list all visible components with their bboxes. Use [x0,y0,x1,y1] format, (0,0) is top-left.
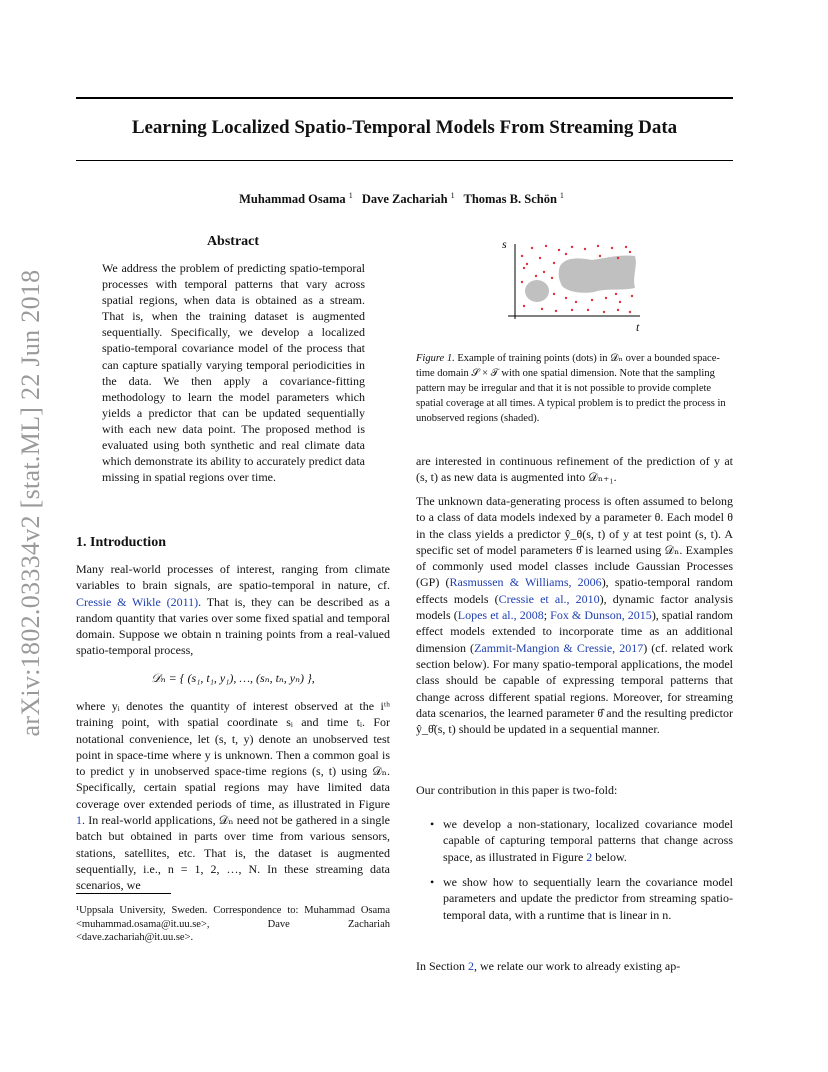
text-run: . That is, they can be described as a random quantity that varies over some fixed spatial and temporal domain. Suppose we obtain n training points from a real-valued spatio-temporal process, [76,594,390,658]
figure-link[interactable]: 1 [76,813,82,828]
text-run: The unknown data-generating process is often assumed to belong to a class of data models indexed by a parameter θ. Each model θ in the class yields a predictor ŷ_θ(s, t) of y at test point (s, t). A specific set of model parameters θ̂ is learned using 𝒟ₙ. Examples of commonly used model classes include Gaussian Processes (GP) ( [416,494,733,590]
unobserved-region [559,255,636,292]
training-point [565,253,567,255]
footnote: ¹Uppsala University, Sweden. Correspondence to: Muhammad Osama <muhammad.osama@it.uu.se>, Dave Zachariah <dave.zachariah@it.uu.se>. [76,905,390,943]
header-rule-bottom [76,160,733,161]
author-list [76,191,733,207]
training-point [523,267,525,269]
training-point [521,255,523,257]
text-run: ) (cf. related work section below). For many spatio-temporal applications, the model class should be capable of expressing temporal patterns that change across different spatial regions. Moreover, for streaming data scenarios, the learned parameter θ̂ and the resulting predictor ŷ_θ̂(s, t) should be updated in a sequential manner. [416,640,734,737]
training-point [543,271,545,273]
body-paragraph: are interested in continuous refinement of the prediction of y at (s, t) as new data is augmented into 𝒟ₙ₊₁. [416,454,733,485]
training-point [535,275,537,277]
unobserved-region [525,280,549,302]
training-point [625,246,627,248]
header-rule-top [76,97,733,99]
training-point [565,297,567,299]
author-name: Dave Zachariah [361,192,448,207]
training-point [591,299,593,301]
text-run: . In real-world applications, 𝒟ₙ need not be gathered in a single batch but obtained in parts over time from various sensors, stations, satellites, etc. That is, the dataset is augmented sequentially, i.e., n = 1, 2, …, N. In these streaming data scenarios, we [76,813,390,893]
training-point [526,263,528,265]
citation-link[interactable]: Lopes et al., 2008 [457,608,544,623]
training-point [571,246,573,248]
training-point [587,309,589,311]
paper-title: Learning Localized Spatio-Temporal Models From Streaming Data [131,117,678,138]
caption-label: Figure 1. [416,353,455,364]
training-point [541,308,543,310]
training-point [584,248,586,250]
training-point [629,311,631,313]
citation-link[interactable]: Zammit-Mangion & Cressie, 2017 [474,640,644,655]
contribution-bullet [430,874,733,923]
section-link[interactable]: 2 [468,959,474,973]
text-run: Many real-world processes of interest, ranging from climate variables to brain signals, are spatio-temporal in nature, cf. [76,562,390,593]
training-point [555,310,557,312]
training-point [531,247,533,249]
axis-label-s: s [502,237,507,251]
training-point [551,277,553,279]
training-point [599,255,601,257]
bullet-icon: • [430,817,435,831]
training-point [521,281,523,283]
citation-link[interactable]: Cressie & Wikle (2011) [76,594,199,609]
equation: 𝒟ₙ = { (s₁, t₁, y₁), …, (sₙ, tₙ, yₙ) }, [151,671,315,685]
abstract-heading: Abstract [206,234,260,249]
training-point [617,309,619,311]
training-point [545,245,547,247]
training-point [619,301,621,303]
text-run: we show how to sequentially learn the covariance model parameters and update the predictor from streaming spatio-temporal data, with a runtime that is linear in n. [443,875,733,922]
training-point [631,295,633,297]
author-affiliation: 1 [348,191,353,200]
figure-caption [416,351,733,426]
figure-1-diagram [496,236,652,336]
citation-link[interactable]: Cressie et al., 2010 [498,591,600,606]
training-point [629,251,631,253]
text-run: ; [543,608,551,623]
training-point [603,311,605,313]
abstract-text: We address the problem of predicting spatio-temporal processes with temporal patterns that vary across spatial regions, when data is obtained as a stream. That is, when the training dataset is augmented sequentially. Specifically, we develop a localized spatio-temporal covariance model of the process that can capture spatially varying temporal periodicities in the data. We then apply a covariance-fitting methodology to learn the model parameters which yields a predictor that can be updated sequentially with each new data point. The proposed method is evaluated using both synthetic and real climate data which demonstrate its ability to accurately predict data missing in spatial regions over time. [102,261,365,485]
citation-link[interactable]: Rasmussen & Williams, 2006 [449,575,602,590]
training-point [553,262,555,264]
training-point [558,249,560,251]
citation-link[interactable]: Fox & Dunson, 2015 [550,608,652,623]
section-heading: 1. Introduction [76,535,166,550]
training-point [611,247,613,249]
footnote-rule [76,893,171,894]
text-run: where yᵢ denotes the quantity of interest observed at the iᵗʰ training point, with spatial coordinate sᵢ and time tᵢ. For notational convenience, let (s, t, y) denote an unobserved test point in space-time where y is unknown. Then a common goal is to predict y in unobserved space-time regions (s, t) using 𝒟ₙ. Specifically, certain spatial regions may have limited data coverage over extended periods of time, as illustrated in Figure [76,699,390,811]
text-run: ), spatio-temporal random effects models ( [416,575,734,606]
arxiv-stamp [14,258,48,748]
author-affiliation: 1 [559,191,564,200]
training-point [605,297,607,299]
contribution-bullet [430,816,733,865]
text-run: we develop a non-stationary, localized covariance model capable of capturing temporal patterns that change across space, as illustrated in Figure [443,817,733,864]
figure-link[interactable]: 2 [586,849,593,864]
training-point [539,257,541,259]
author-name: Thomas B. Schön [463,192,557,207]
training-point [553,293,555,295]
text-run: , we relate our work to already existing ap- [474,959,681,973]
training-point [617,257,619,259]
author-affiliation: 1 [450,191,455,200]
intro-paragraph [76,561,390,659]
caption-text: Example of training points (dots) in 𝒟ₙ over a bounded space-time domain 𝒮 × 𝒯 with one spatial dimension. Note that the sampling pattern may be irregular and that it is not possible to provide complete spatial coverage at all times. A typical problem is to predict the process in unobserved regions (shaded). [416,353,726,424]
arxiv-id: arXiv:1802.03334v2 [stat.ML] 22 Jun 2018 [16,269,45,737]
training-point [597,245,599,247]
bullet-icon: • [430,875,435,889]
training-point [523,305,525,307]
axis-label-t: t [636,320,640,334]
training-point [571,309,573,311]
training-point [615,293,617,295]
body-paragraph [416,958,733,974]
text-run: ), dynamic factor analysis models ( [416,591,733,623]
text-run: ), spatial random effect models extended to incorporate time as an additional dimension ( [416,608,733,655]
text-run: below. [592,849,627,864]
body-paragraph [416,493,733,737]
intro-paragraph [76,698,390,894]
body-paragraph: Our contribution in this paper is two-fold: [416,783,618,797]
author-name: Muhammad Osama [239,192,346,207]
text-run: In Section [416,959,468,973]
training-point [575,301,577,303]
